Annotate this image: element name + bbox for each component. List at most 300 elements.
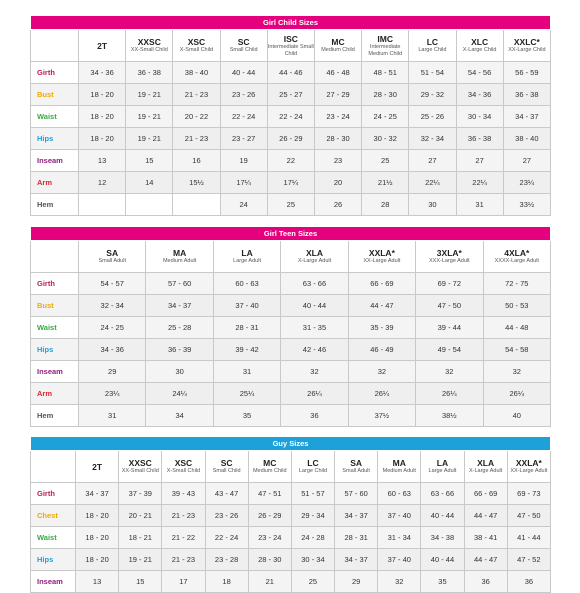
- size-description: Small Child: [229, 47, 258, 54]
- size-code: LC: [426, 37, 439, 48]
- measurement-cell: 36 - 38: [503, 84, 550, 106]
- measurement-cell: 16: [173, 150, 220, 172]
- table-row: [31, 84, 551, 106]
- table-row: [31, 339, 551, 361]
- size-description: Small Child: [212, 468, 241, 475]
- measurement-cell: 50 - 53: [483, 295, 551, 317]
- measurement-cell: 32: [483, 361, 551, 383]
- measurement-cell: 24: [220, 194, 267, 216]
- measurement-cell: 32 - 34: [409, 128, 456, 150]
- measurement-cell: 34 - 37: [503, 106, 550, 128]
- measurement-cell: 31: [213, 361, 280, 383]
- size-code: XXSC: [137, 37, 161, 48]
- table-row: [31, 571, 551, 593]
- size-header: [483, 241, 551, 273]
- measurement-label: Inseam: [31, 150, 79, 172]
- measurement-cell: 38 - 41: [464, 527, 507, 549]
- measurement-cell: 29: [79, 361, 146, 383]
- measurement-cell: 28 - 31: [335, 527, 378, 549]
- size-header-row: [31, 451, 551, 483]
- measurement-cell: 25 - 27: [267, 84, 314, 106]
- table-row: [31, 62, 551, 84]
- size-description: XX-Large Adult: [363, 258, 401, 265]
- measurement-cell: 21½: [362, 172, 409, 194]
- measurement-cell: 47 - 50: [507, 505, 550, 527]
- measurement-cell: 57 - 60: [335, 483, 378, 505]
- size-header: [416, 241, 483, 273]
- measurement-cell: 46 - 48: [314, 62, 361, 84]
- measurement-cell: 40 - 44: [220, 62, 267, 84]
- size-description: Intermediate Small Child: [267, 44, 314, 57]
- size-description: X-Large Adult: [297, 258, 332, 265]
- size-code: XXLA*: [368, 248, 395, 259]
- measurement-cell: 12: [79, 172, 126, 194]
- table-row: [31, 361, 551, 383]
- measurement-label: Arm: [31, 383, 79, 405]
- measurement-cell: 21 - 23: [162, 505, 205, 527]
- table-title: Guy Sizes: [31, 437, 551, 451]
- size-description: X-Large Adult: [468, 468, 503, 475]
- table-row: [31, 483, 551, 505]
- measurement-label: Hips: [31, 549, 76, 571]
- size-code: SC: [220, 458, 233, 469]
- measurement-cell: 15½: [173, 172, 220, 194]
- table-row: [31, 383, 551, 405]
- size-header: [335, 451, 378, 483]
- measurement-cell: 18 - 20: [79, 106, 126, 128]
- measurement-cell: 19 - 21: [126, 106, 173, 128]
- measurement-cell: 28 - 30: [248, 549, 291, 571]
- measurement-cell: 32 - 34: [79, 295, 146, 317]
- measurement-cell: 18 - 20: [76, 549, 119, 571]
- measurement-cell: 29 - 34: [291, 505, 334, 527]
- measurement-cell: 28 - 31: [213, 317, 280, 339]
- measurement-label: Waist: [31, 106, 79, 128]
- measurement-cell: 37 - 40: [378, 549, 421, 571]
- measurement-cell: 34 - 36: [79, 62, 126, 84]
- measurement-cell: 27: [409, 150, 456, 172]
- measurement-cell: 22 - 24: [205, 527, 248, 549]
- size-header: [456, 30, 503, 62]
- measurement-cell: 34 - 38: [421, 527, 464, 549]
- measurement-cell: 25 - 28: [146, 317, 213, 339]
- measurement-cell: 36 - 38: [126, 62, 173, 84]
- measurement-cell: 26 - 29: [267, 128, 314, 150]
- measurement-label: Girth: [31, 483, 76, 505]
- header-corner: [31, 241, 79, 273]
- measurement-cell: 22: [267, 150, 314, 172]
- measurement-label: Bust: [31, 84, 79, 106]
- table-row: [31, 317, 551, 339]
- size-description: XX-Small Child: [130, 47, 168, 54]
- measurement-cell: 26: [314, 194, 361, 216]
- measurement-cell: 23 - 28: [205, 549, 248, 571]
- size-code: ISC: [283, 34, 298, 44]
- measurement-cell: 23 - 24: [248, 527, 291, 549]
- size-header: [464, 451, 507, 483]
- size-description: XX-Large Adult: [510, 468, 548, 475]
- measurement-cell: 24¼: [146, 383, 213, 405]
- measurement-cell: 60 - 63: [213, 273, 280, 295]
- measurement-cell: 36 - 38: [456, 128, 503, 150]
- measurement-cell: 15: [119, 571, 162, 593]
- measurement-cell: 63 - 66: [421, 483, 464, 505]
- measurement-cell: 24 - 25: [79, 317, 146, 339]
- measurement-cell: 18 - 20: [79, 128, 126, 150]
- size-code: LC: [307, 458, 319, 469]
- size-code: XLA: [477, 458, 495, 469]
- measurement-cell: 18 - 20: [76, 527, 119, 549]
- measurement-cell: 26¼: [483, 383, 551, 405]
- measurement-cell: 34 - 37: [335, 505, 378, 527]
- measurement-cell: 34 - 36: [79, 339, 146, 361]
- measurement-cell: 32: [378, 571, 421, 593]
- size-code: IMC: [377, 34, 394, 44]
- size-header: [267, 30, 314, 62]
- measurement-cell: 47 - 51: [248, 483, 291, 505]
- measurement-label: Girth: [31, 273, 79, 295]
- table-title: Girl Teen Sizes: [31, 227, 551, 241]
- measurement-cell: 32: [348, 361, 415, 383]
- size-header-row: [31, 241, 551, 273]
- measurement-cell: 51 - 54: [409, 62, 456, 84]
- size-code: 2T: [92, 461, 103, 472]
- size-code: MC: [331, 37, 345, 48]
- size-code: SA: [350, 458, 363, 469]
- size-description: Medium Adult: [162, 258, 197, 265]
- measurement-cell: 54 - 58: [483, 339, 551, 361]
- size-header: [248, 451, 291, 483]
- measurement-cell: 66 - 69: [464, 483, 507, 505]
- measurement-cell: 40: [483, 405, 551, 427]
- measurement-cell: 66 - 69: [348, 273, 415, 295]
- size-header: [220, 30, 267, 62]
- size-header: [421, 451, 464, 483]
- size-description: XX-Large Child: [508, 47, 546, 54]
- measurement-label: Hips: [31, 339, 79, 361]
- size-code: XLC: [471, 37, 489, 48]
- measurement-cell: 34 - 37: [76, 483, 119, 505]
- size-description: XX-Small Child: [121, 468, 159, 475]
- measurement-cell: 17: [162, 571, 205, 593]
- measurement-cell: 44 - 46: [267, 62, 314, 84]
- size-description: XXX-Large Adult: [428, 258, 470, 265]
- guy-sizes-table: [30, 436, 551, 593]
- size-description: Small Adult: [342, 468, 370, 475]
- size-description: Large Child: [298, 468, 328, 475]
- measurement-cell: 30 - 34: [456, 106, 503, 128]
- size-code: SC: [237, 37, 250, 48]
- measurement-label: Hips: [31, 128, 79, 150]
- header-corner: [31, 451, 76, 483]
- measurement-cell: 31: [79, 405, 146, 427]
- measurement-label: Chest: [31, 505, 76, 527]
- measurement-cell: 37 - 40: [378, 505, 421, 527]
- size-header: [146, 241, 213, 273]
- measurement-cell: 17¼: [220, 172, 267, 194]
- measurement-cell: 38½: [416, 405, 483, 427]
- measurement-cell: 30 - 32: [362, 128, 409, 150]
- measurement-cell: 40 - 44: [421, 505, 464, 527]
- measurement-cell: 22 - 24: [267, 106, 314, 128]
- measurement-cell: 42 - 46: [281, 339, 348, 361]
- measurement-cell: 43 - 47: [205, 483, 248, 505]
- measurement-cell: 13: [79, 150, 126, 172]
- measurement-cell: 41 - 44: [507, 527, 550, 549]
- size-description: Medium Child: [252, 468, 287, 475]
- measurement-label: Waist: [31, 527, 76, 549]
- measurement-cell: 25: [291, 571, 334, 593]
- measurement-cell: 26¼: [416, 383, 483, 405]
- size-code: 3XLA*: [436, 248, 462, 259]
- measurement-cell: 44 - 47: [348, 295, 415, 317]
- measurement-cell: 18 - 20: [79, 84, 126, 106]
- table-row: [31, 150, 551, 172]
- measurement-cell: 23 - 26: [205, 505, 248, 527]
- measurement-cell: 44 - 47: [464, 549, 507, 571]
- size-header: [409, 30, 456, 62]
- measurement-label: Hem: [31, 405, 79, 427]
- table-row: [31, 405, 551, 427]
- measurement-cell: 13: [76, 571, 119, 593]
- measurement-cell: 34 - 37: [146, 295, 213, 317]
- measurement-cell: 28: [362, 194, 409, 216]
- measurement-cell: 20 - 22: [173, 106, 220, 128]
- measurement-cell: 23: [314, 150, 361, 172]
- size-code: LA: [241, 248, 253, 259]
- measurement-cell: 56 - 59: [503, 62, 550, 84]
- girl-teen-sizes-table: [30, 226, 551, 427]
- table-title: Girl Child Sizes: [31, 16, 551, 30]
- measurement-cell: 38 - 40: [173, 62, 220, 84]
- size-header: [314, 30, 361, 62]
- measurement-cell: 35 - 39: [348, 317, 415, 339]
- measurement-cell: 25¼: [213, 383, 280, 405]
- measurement-cell: 23 - 24: [314, 106, 361, 128]
- measurement-cell: 36: [507, 571, 550, 593]
- measurement-cell: 23 - 27: [220, 128, 267, 150]
- measurement-cell: 21 - 23: [162, 549, 205, 571]
- size-header: [79, 241, 146, 273]
- measurement-cell: 36: [464, 571, 507, 593]
- size-description: Medium Adult: [382, 468, 416, 475]
- size-code: XXLA*: [515, 458, 542, 469]
- measurement-cell: 34 - 36: [456, 84, 503, 106]
- size-header: [503, 30, 550, 62]
- measurement-label: Waist: [31, 317, 79, 339]
- measurement-cell: 17¼: [267, 172, 314, 194]
- size-header-row: [31, 30, 551, 62]
- measurement-cell: 37 - 39: [119, 483, 162, 505]
- measurement-cell: 27: [456, 150, 503, 172]
- size-description: Large Adult: [233, 258, 261, 265]
- measurement-cell: 28 - 30: [362, 84, 409, 106]
- measurement-cell: 21 - 23: [173, 128, 220, 150]
- measurement-cell: 20 - 21: [119, 505, 162, 527]
- size-description: Large Child: [418, 47, 447, 54]
- measurement-cell: 21 - 23: [173, 84, 220, 106]
- measurement-cell: 27 - 29: [314, 84, 361, 106]
- measurement-cell: 63 - 66: [281, 273, 348, 295]
- size-description: X-Large Child: [462, 47, 497, 54]
- measurement-cell: 14: [126, 172, 173, 194]
- measurement-cell: 29: [335, 571, 378, 593]
- measurement-cell: 21 - 22: [162, 527, 205, 549]
- header-corner: [31, 30, 79, 62]
- table-row: [31, 527, 551, 549]
- measurement-cell: 26¼: [281, 383, 348, 405]
- size-code: 2T: [97, 40, 108, 51]
- measurement-cell: 47 - 50: [416, 295, 483, 317]
- measurement-label: Inseam: [31, 571, 76, 593]
- size-header: [126, 30, 173, 62]
- size-description: X-Small Child: [179, 47, 214, 54]
- measurement-cell: 34 - 37: [335, 549, 378, 571]
- measurement-cell: 69 - 73: [507, 483, 550, 505]
- size-header: [281, 241, 348, 273]
- measurement-cell: 34: [146, 405, 213, 427]
- size-header: [162, 451, 205, 483]
- size-description: XXXX-Large Adult: [494, 258, 539, 265]
- measurement-cell: 39 - 42: [213, 339, 280, 361]
- table-row: [31, 128, 551, 150]
- measurement-cell: 23 - 26: [220, 84, 267, 106]
- size-header: [507, 451, 550, 483]
- size-code: XSC: [187, 37, 206, 48]
- measurement-cell: 49 - 54: [416, 339, 483, 361]
- measurement-cell: 21: [248, 571, 291, 593]
- table-row: [31, 505, 551, 527]
- measurement-cell: 33½: [503, 194, 550, 216]
- measurement-cell: 37½: [348, 405, 415, 427]
- size-header: [378, 451, 421, 483]
- measurement-cell: 24 - 28: [291, 527, 334, 549]
- size-description: X-Small Child: [166, 468, 201, 475]
- measurement-cell: [79, 194, 126, 216]
- measurement-cell: 31 - 35: [281, 317, 348, 339]
- measurement-cell: 32: [281, 361, 348, 383]
- measurement-cell: 39 - 43: [162, 483, 205, 505]
- measurement-cell: 69 - 72: [416, 273, 483, 295]
- measurement-cell: [126, 194, 173, 216]
- measurement-cell: 37 - 40: [213, 295, 280, 317]
- size-code: 4XLA*: [504, 248, 530, 259]
- size-header: [362, 30, 409, 62]
- measurement-cell: 39 - 44: [416, 317, 483, 339]
- measurement-cell: 19 - 21: [126, 128, 173, 150]
- measurement-label: Girth: [31, 62, 79, 84]
- measurement-cell: 32: [416, 361, 483, 383]
- measurement-cell: 23¼: [79, 383, 146, 405]
- measurement-cell: 30 - 34: [291, 549, 334, 571]
- measurement-cell: 22¼: [409, 172, 456, 194]
- measurement-cell: 44 - 48: [483, 317, 551, 339]
- size-code: MC: [263, 458, 277, 469]
- measurement-cell: 25: [267, 194, 314, 216]
- table-row: [31, 273, 551, 295]
- measurement-cell: 22 - 24: [220, 106, 267, 128]
- size-header: [205, 451, 248, 483]
- measurement-cell: 38 - 40: [503, 128, 550, 150]
- size-description: Small Adult: [98, 258, 126, 265]
- measurement-cell: 40 - 44: [421, 549, 464, 571]
- measurement-cell: 25 - 26: [409, 106, 456, 128]
- measurement-cell: 57 - 60: [146, 273, 213, 295]
- measurement-cell: 18 - 21: [119, 527, 162, 549]
- measurement-cell: 36 - 39: [146, 339, 213, 361]
- measurement-cell: 47 - 52: [507, 549, 550, 571]
- table-row: [31, 106, 551, 128]
- measurement-cell: 28 - 30: [314, 128, 361, 150]
- size-header: [119, 451, 162, 483]
- size-header: [291, 451, 334, 483]
- measurement-cell: 35: [213, 405, 280, 427]
- measurement-cell: 36: [281, 405, 348, 427]
- size-header: [213, 241, 280, 273]
- measurement-cell: 23¼: [503, 172, 550, 194]
- measurement-cell: 31: [456, 194, 503, 216]
- measurement-cell: 54 - 56: [456, 62, 503, 84]
- size-code: SA: [106, 248, 119, 259]
- measurement-cell: 40 - 44: [281, 295, 348, 317]
- size-header: [79, 30, 126, 62]
- measurement-label: Arm: [31, 172, 79, 194]
- measurement-cell: 18 - 20: [76, 505, 119, 527]
- size-code: XXLC*: [513, 37, 540, 48]
- size-header: [173, 30, 220, 62]
- table-row: [31, 172, 551, 194]
- size-description: Intermediate Medium Child: [368, 44, 403, 57]
- measurement-cell: 18: [205, 571, 248, 593]
- measurement-cell: 22¼: [456, 172, 503, 194]
- measurement-cell: 72 - 75: [483, 273, 551, 295]
- measurement-cell: 19 - 21: [126, 84, 173, 106]
- measurement-label: Inseam: [31, 361, 79, 383]
- measurement-cell: 26¼: [348, 383, 415, 405]
- size-description: Medium Child: [321, 47, 355, 54]
- measurement-cell: 15: [126, 150, 173, 172]
- size-description: Large Adult: [428, 468, 457, 475]
- measurement-cell: 51 - 57: [291, 483, 334, 505]
- measurement-cell: 19: [220, 150, 267, 172]
- measurement-label: Bust: [31, 295, 79, 317]
- measurement-cell: 20: [314, 172, 361, 194]
- measurement-cell: 29 - 32: [409, 84, 456, 106]
- table-row: [31, 549, 551, 571]
- table-row: [31, 295, 551, 317]
- size-code: XLA: [305, 248, 323, 259]
- measurement-cell: 54 - 57: [79, 273, 146, 295]
- measurement-cell: 35: [421, 571, 464, 593]
- measurement-cell: [173, 194, 220, 216]
- girl-child-sizes-table: [30, 15, 551, 216]
- measurement-cell: 25: [362, 150, 409, 172]
- size-code: XXSC: [128, 458, 152, 469]
- size-code: LA: [436, 458, 449, 469]
- measurement-cell: 24 - 25: [362, 106, 409, 128]
- measurement-label: Hem: [31, 194, 79, 216]
- measurement-cell: 48 - 51: [362, 62, 409, 84]
- size-code: MA: [173, 248, 187, 259]
- size-header: [76, 451, 119, 483]
- measurement-cell: 46 - 49: [348, 339, 415, 361]
- measurement-cell: 30: [146, 361, 213, 383]
- measurement-cell: 44 - 47: [464, 505, 507, 527]
- size-header: [348, 241, 415, 273]
- measurement-cell: 26 - 29: [248, 505, 291, 527]
- measurement-cell: 19 - 21: [119, 549, 162, 571]
- table-row: [31, 194, 551, 216]
